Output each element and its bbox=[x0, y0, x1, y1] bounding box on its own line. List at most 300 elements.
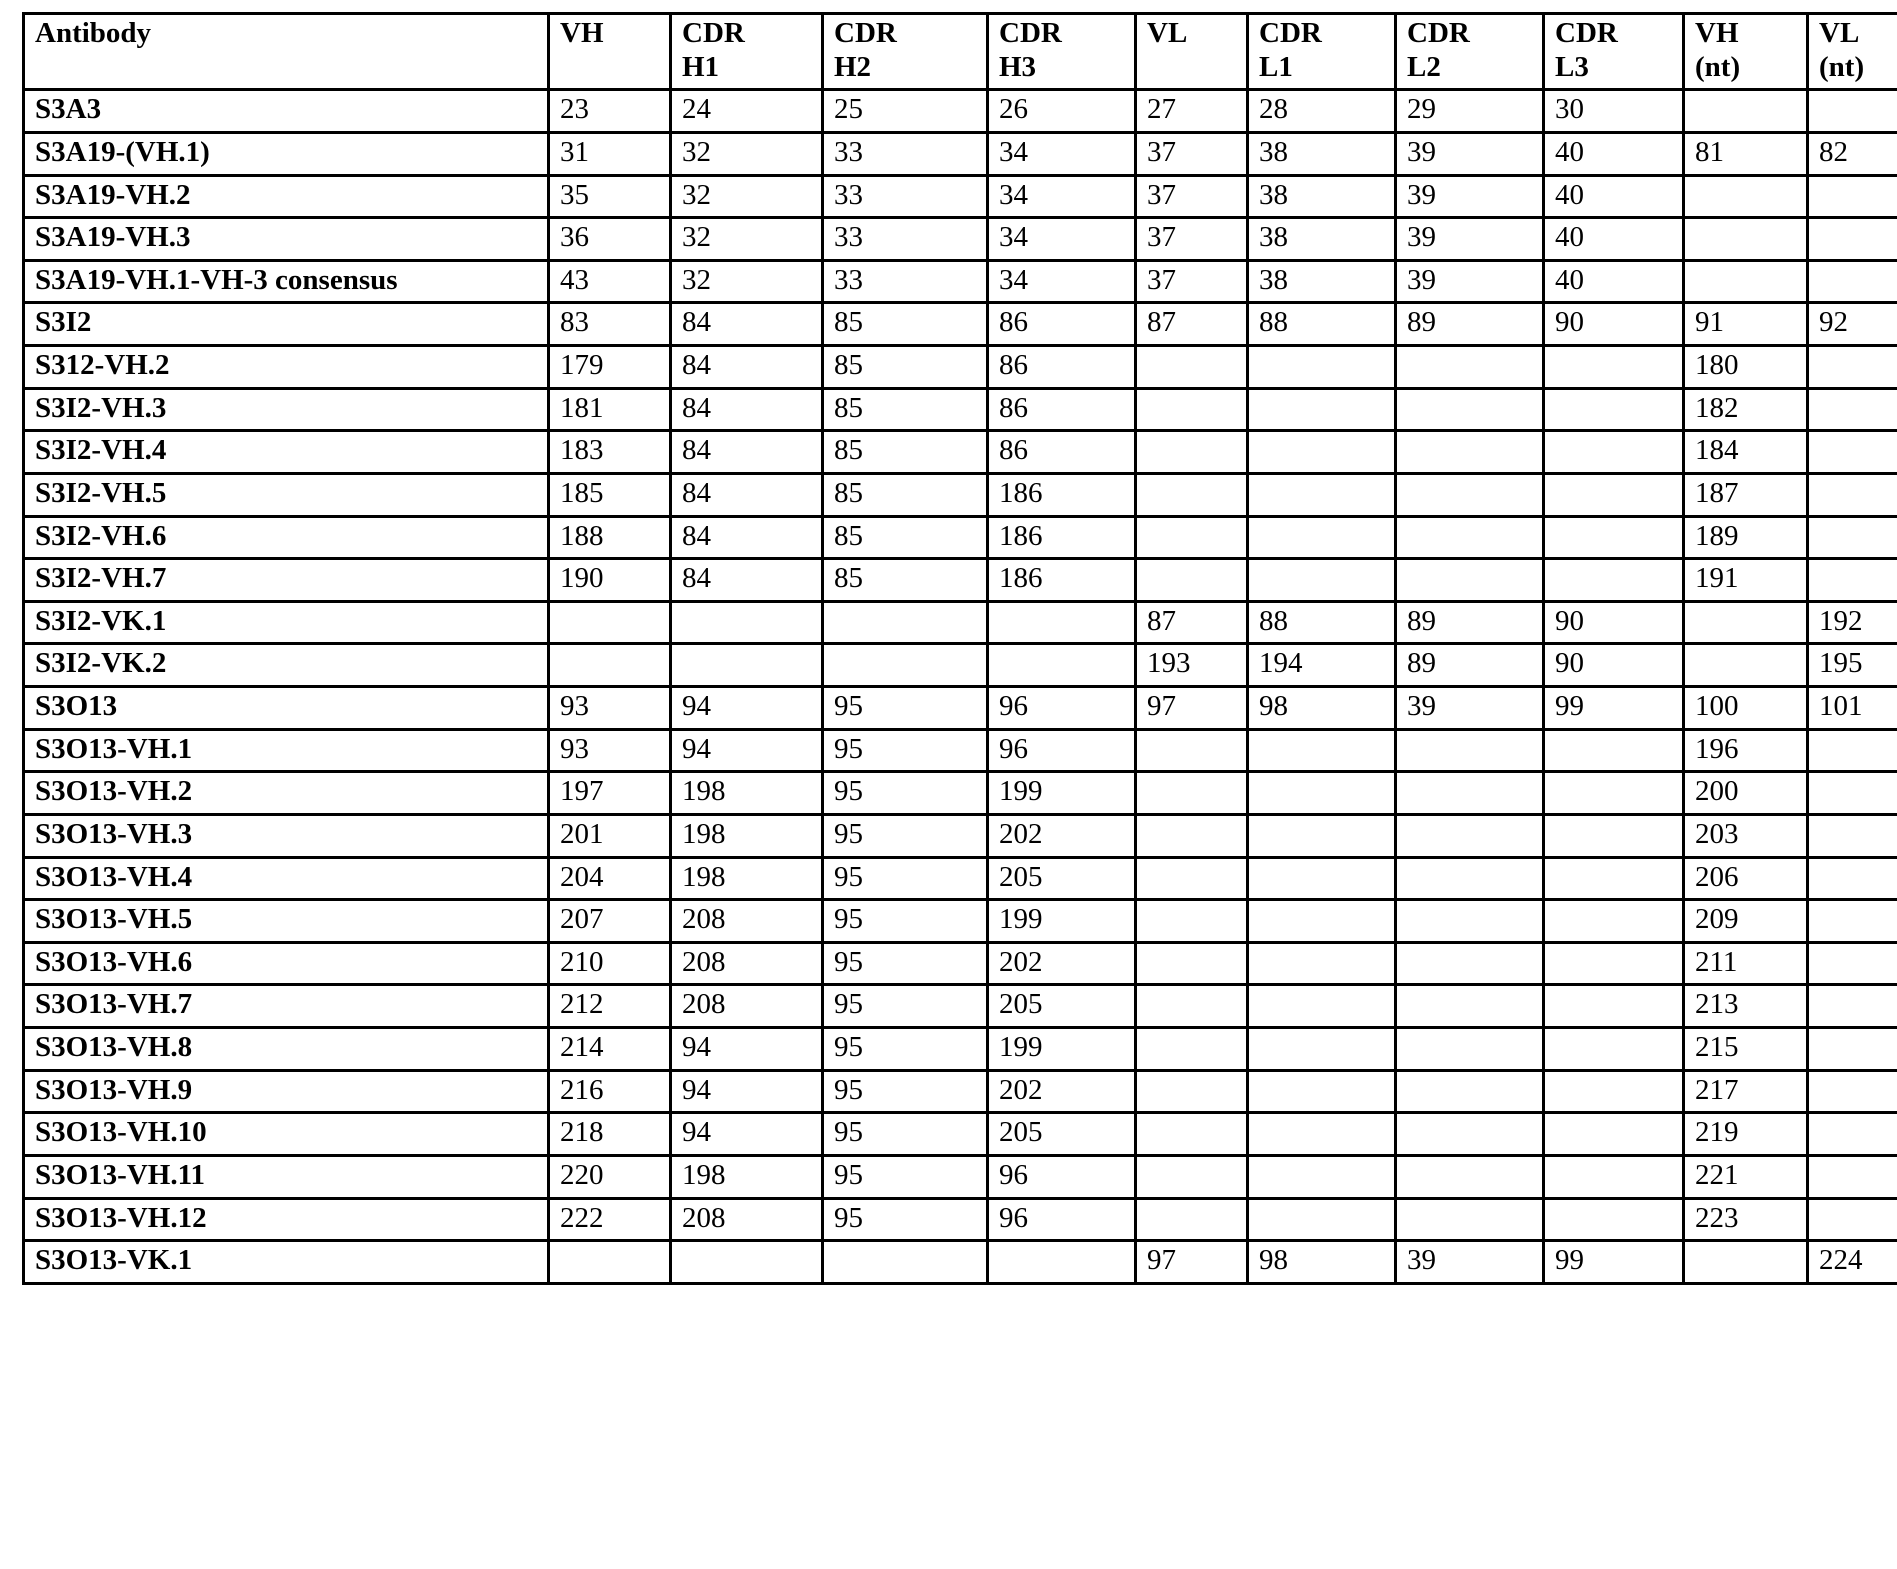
seq-id-cell-vh: 36 bbox=[549, 218, 671, 261]
seq-id-cell-vlnt bbox=[1808, 772, 1897, 815]
seq-id-cell-vlnt bbox=[1808, 900, 1897, 943]
seq-id-cell-vlnt: 101 bbox=[1808, 687, 1897, 730]
seq-id-cell-cdrl2 bbox=[1396, 1070, 1544, 1113]
seq-id-cell-vl: 97 bbox=[1136, 687, 1248, 730]
seq-id-cell-cdrh1: 94 bbox=[671, 1113, 823, 1156]
seq-id-cell-vhnt bbox=[1684, 644, 1808, 687]
column-header-line1: CDR bbox=[999, 17, 1062, 49]
seq-id-cell-cdrl2: 39 bbox=[1396, 218, 1544, 261]
seq-id-cell-vhnt: 215 bbox=[1684, 1028, 1808, 1071]
table-row bbox=[24, 175, 1897, 218]
seq-id-cell-vh: 214 bbox=[549, 1028, 671, 1071]
seq-id-cell-cdrl1 bbox=[1248, 814, 1396, 857]
seq-id-cell-cdrh2: 85 bbox=[823, 303, 988, 346]
seq-id-cell-cdrl3 bbox=[1544, 900, 1684, 943]
seq-id-cell-vhnt: 217 bbox=[1684, 1070, 1808, 1113]
seq-id-cell-cdrl2 bbox=[1396, 559, 1544, 602]
seq-id-cell-cdrl1 bbox=[1248, 1070, 1396, 1113]
seq-id-cell-cdrl2 bbox=[1396, 1113, 1544, 1156]
seq-id-cell-cdrl1 bbox=[1248, 473, 1396, 516]
seq-id-cell-cdrh1: 94 bbox=[671, 729, 823, 772]
seq-id-cell-vlnt: 192 bbox=[1808, 601, 1897, 644]
column-header-line2: L1 bbox=[1259, 50, 1293, 83]
seq-id-cell-cdrh2: 33 bbox=[823, 218, 988, 261]
seq-id-cell-cdrh1: 198 bbox=[671, 814, 823, 857]
seq-id-cell-cdrl1: 38 bbox=[1248, 260, 1396, 303]
seq-id-cell-cdrh1: 32 bbox=[671, 175, 823, 218]
seq-id-cell-cdrh3: 96 bbox=[988, 729, 1136, 772]
seq-id-cell-cdrh1: 198 bbox=[671, 772, 823, 815]
seq-id-cell-cdrl2 bbox=[1396, 772, 1544, 815]
table-row bbox=[24, 644, 1897, 687]
seq-id-cell-cdrh3: 205 bbox=[988, 857, 1136, 900]
antibody-name-cell: S3O13-VH.3 bbox=[24, 814, 549, 857]
seq-id-cell-cdrl3: 30 bbox=[1544, 90, 1684, 133]
seq-id-cell-vh: 188 bbox=[549, 516, 671, 559]
column-header-line2: L2 bbox=[1407, 50, 1441, 83]
seq-id-cell-cdrl2 bbox=[1396, 985, 1544, 1028]
seq-id-cell-cdrh2: 95 bbox=[823, 1198, 988, 1241]
seq-id-cell-vh: 216 bbox=[549, 1070, 671, 1113]
seq-id-cell-cdrl1 bbox=[1248, 1198, 1396, 1241]
seq-id-cell-vh: 222 bbox=[549, 1198, 671, 1241]
seq-id-cell-cdrh2: 85 bbox=[823, 516, 988, 559]
table-row bbox=[24, 772, 1897, 815]
seq-id-cell-cdrl3 bbox=[1544, 857, 1684, 900]
table-row bbox=[24, 431, 1897, 474]
seq-id-cell-cdrh3 bbox=[988, 1241, 1136, 1284]
table-row bbox=[24, 601, 1897, 644]
seq-id-cell-vhnt: 206 bbox=[1684, 857, 1808, 900]
seq-id-cell-vlnt bbox=[1808, 431, 1897, 474]
seq-id-cell-cdrh1: 208 bbox=[671, 1198, 823, 1241]
seq-id-cell-cdrh3 bbox=[988, 644, 1136, 687]
seq-id-cell-cdrl3 bbox=[1544, 346, 1684, 389]
antibody-name-cell: S3O13-VH.5 bbox=[24, 900, 549, 943]
seq-id-cell-cdrl3 bbox=[1544, 729, 1684, 772]
seq-id-cell-vh: 31 bbox=[549, 132, 671, 175]
seq-id-cell-vlnt bbox=[1808, 1028, 1897, 1071]
antibody-name-cell: S3O13 bbox=[24, 687, 549, 730]
seq-id-cell-cdrl1: 88 bbox=[1248, 303, 1396, 346]
seq-id-cell-vl bbox=[1136, 346, 1248, 389]
seq-id-cell-vl bbox=[1136, 1028, 1248, 1071]
seq-id-cell-cdrl2 bbox=[1396, 942, 1544, 985]
seq-id-cell-vh: 23 bbox=[549, 90, 671, 133]
seq-id-cell-vlnt bbox=[1808, 729, 1897, 772]
seq-id-cell-cdrh3: 96 bbox=[988, 1198, 1136, 1241]
seq-id-cell-cdrl2 bbox=[1396, 814, 1544, 857]
seq-id-cell-cdrh3: 186 bbox=[988, 473, 1136, 516]
column-header-line1: VH bbox=[560, 17, 604, 49]
seq-id-cell-cdrl1 bbox=[1248, 729, 1396, 772]
seq-id-cell-cdrh2: 95 bbox=[823, 687, 988, 730]
seq-id-cell-cdrl3 bbox=[1544, 1113, 1684, 1156]
seq-id-cell-cdrl1: 38 bbox=[1248, 218, 1396, 261]
seq-id-cell-vh: 204 bbox=[549, 857, 671, 900]
seq-id-cell-cdrh1: 208 bbox=[671, 942, 823, 985]
seq-id-cell-cdrl1 bbox=[1248, 1113, 1396, 1156]
seq-id-cell-cdrl1 bbox=[1248, 985, 1396, 1028]
seq-id-cell-cdrh2: 85 bbox=[823, 473, 988, 516]
seq-id-cell-cdrh1: 32 bbox=[671, 260, 823, 303]
seq-id-cell-cdrh2: 95 bbox=[823, 1028, 988, 1071]
seq-id-cell-vhnt: 219 bbox=[1684, 1113, 1808, 1156]
seq-id-cell-cdrl3 bbox=[1544, 1198, 1684, 1241]
column-header-cdr-l1 bbox=[1248, 14, 1396, 90]
seq-id-cell-vlnt bbox=[1808, 346, 1897, 389]
antibody-name-cell: S3O13-VK.1 bbox=[24, 1241, 549, 1284]
seq-id-cell-vl bbox=[1136, 559, 1248, 602]
seq-id-cell-cdrl3 bbox=[1544, 1070, 1684, 1113]
seq-id-cell-vh bbox=[549, 644, 671, 687]
seq-id-cell-vhnt: 211 bbox=[1684, 942, 1808, 985]
column-header-line1: CDR bbox=[1555, 17, 1618, 49]
seq-id-cell-vl bbox=[1136, 516, 1248, 559]
antibody-name-cell: S3O13-VH.6 bbox=[24, 942, 549, 985]
seq-id-cell-cdrl2 bbox=[1396, 346, 1544, 389]
antibody-name-cell: S3A19-VH.2 bbox=[24, 175, 549, 218]
seq-id-cell-cdrh1: 84 bbox=[671, 303, 823, 346]
column-header-line1: VL bbox=[1819, 17, 1860, 49]
antibody-name-cell: S3O13-VH.10 bbox=[24, 1113, 549, 1156]
seq-id-cell-cdrh2 bbox=[823, 601, 988, 644]
table-row bbox=[24, 729, 1897, 772]
seq-id-cell-vl bbox=[1136, 473, 1248, 516]
table-body bbox=[24, 90, 1897, 1284]
seq-id-cell-vh: 207 bbox=[549, 900, 671, 943]
antibody-name-cell: S3O13-VH.12 bbox=[24, 1198, 549, 1241]
seq-id-cell-cdrl3: 90 bbox=[1544, 303, 1684, 346]
table-row bbox=[24, 218, 1897, 261]
seq-id-cell-cdrh3: 202 bbox=[988, 814, 1136, 857]
seq-id-cell-vh: 43 bbox=[549, 260, 671, 303]
seq-id-cell-vhnt: 189 bbox=[1684, 516, 1808, 559]
seq-id-cell-vh: 93 bbox=[549, 687, 671, 730]
table-header-row bbox=[24, 14, 1897, 90]
column-header-vl bbox=[1136, 14, 1248, 90]
seq-id-cell-vl bbox=[1136, 857, 1248, 900]
seq-id-cell-cdrl3 bbox=[1544, 985, 1684, 1028]
seq-id-cell-cdrh3: 34 bbox=[988, 175, 1136, 218]
seq-id-cell-cdrh3: 205 bbox=[988, 1113, 1136, 1156]
seq-id-cell-cdrh3: 199 bbox=[988, 1028, 1136, 1071]
seq-id-cell-cdrh1: 94 bbox=[671, 1070, 823, 1113]
seq-id-cell-cdrl2 bbox=[1396, 1028, 1544, 1071]
seq-id-cell-vh: 83 bbox=[549, 303, 671, 346]
seq-id-cell-cdrh3: 86 bbox=[988, 388, 1136, 431]
seq-id-cell-cdrl2 bbox=[1396, 729, 1544, 772]
seq-id-cell-vhnt: 200 bbox=[1684, 772, 1808, 815]
seq-id-cell-cdrl2 bbox=[1396, 1155, 1544, 1198]
seq-id-cell-cdrl1 bbox=[1248, 857, 1396, 900]
seq-id-cell-cdrh3: 186 bbox=[988, 559, 1136, 602]
seq-id-cell-cdrh1: 198 bbox=[671, 1155, 823, 1198]
seq-id-cell-cdrh3: 34 bbox=[988, 218, 1136, 261]
seq-id-cell-cdrh2: 95 bbox=[823, 857, 988, 900]
column-header-line1: CDR bbox=[1407, 17, 1470, 49]
column-header-vh bbox=[549, 14, 671, 90]
seq-id-cell-cdrh1: 84 bbox=[671, 516, 823, 559]
seq-id-cell-vh bbox=[549, 601, 671, 644]
table-row bbox=[24, 388, 1897, 431]
antibody-name-cell: S3O13-VH.1 bbox=[24, 729, 549, 772]
seq-id-cell-vhnt: 196 bbox=[1684, 729, 1808, 772]
seq-id-cell-vlnt bbox=[1808, 814, 1897, 857]
seq-id-cell-cdrh2: 95 bbox=[823, 1070, 988, 1113]
seq-id-cell-cdrl3 bbox=[1544, 942, 1684, 985]
seq-id-cell-vh: 183 bbox=[549, 431, 671, 474]
antibody-name-cell: S3O13-VH.4 bbox=[24, 857, 549, 900]
seq-id-cell-cdrl3 bbox=[1544, 388, 1684, 431]
seq-id-cell-vlnt bbox=[1808, 1198, 1897, 1241]
seq-id-cell-vhnt: 100 bbox=[1684, 687, 1808, 730]
antibody-name-cell: S3I2-VK.2 bbox=[24, 644, 549, 687]
seq-id-cell-vlnt bbox=[1808, 388, 1897, 431]
seq-id-cell-cdrl2: 89 bbox=[1396, 303, 1544, 346]
seq-id-cell-cdrl3 bbox=[1544, 814, 1684, 857]
seq-id-cell-cdrl3 bbox=[1544, 431, 1684, 474]
seq-id-cell-cdrl3 bbox=[1544, 1028, 1684, 1071]
table-row bbox=[24, 985, 1897, 1028]
seq-id-cell-cdrh3 bbox=[988, 601, 1136, 644]
antibody-name-cell: S312-VH.2 bbox=[24, 346, 549, 389]
seq-id-cell-cdrl3 bbox=[1544, 1155, 1684, 1198]
seq-id-cell-vlnt bbox=[1808, 942, 1897, 985]
seq-id-cell-cdrh2: 95 bbox=[823, 942, 988, 985]
seq-id-cell-vh: 179 bbox=[549, 346, 671, 389]
column-header-line1: VH bbox=[1695, 17, 1739, 49]
seq-id-cell-cdrh2: 95 bbox=[823, 814, 988, 857]
seq-id-cell-vh: 190 bbox=[549, 559, 671, 602]
seq-id-cell-vhnt bbox=[1684, 1241, 1808, 1284]
seq-id-cell-cdrh1: 32 bbox=[671, 218, 823, 261]
seq-id-cell-vlnt bbox=[1808, 1155, 1897, 1198]
seq-id-cell-cdrl2: 39 bbox=[1396, 132, 1544, 175]
seq-id-cell-vhnt: 221 bbox=[1684, 1155, 1808, 1198]
seq-id-cell-vh: 181 bbox=[549, 388, 671, 431]
table-row bbox=[24, 687, 1897, 730]
seq-id-cell-cdrh2: 95 bbox=[823, 729, 988, 772]
seq-id-cell-vhnt: 182 bbox=[1684, 388, 1808, 431]
seq-id-cell-cdrh3: 202 bbox=[988, 942, 1136, 985]
antibody-name-cell: S3I2-VH.7 bbox=[24, 559, 549, 602]
seq-id-cell-cdrh2 bbox=[823, 644, 988, 687]
seq-id-cell-cdrl1: 194 bbox=[1248, 644, 1396, 687]
seq-id-cell-cdrl3 bbox=[1544, 772, 1684, 815]
table-row bbox=[24, 1113, 1897, 1156]
seq-id-cell-cdrh3: 205 bbox=[988, 985, 1136, 1028]
column-header-line2: H2 bbox=[834, 50, 872, 83]
seq-id-cell-vhnt: 91 bbox=[1684, 303, 1808, 346]
column-header-line2: H1 bbox=[682, 50, 720, 83]
seq-id-cell-vl bbox=[1136, 772, 1248, 815]
column-header-cdr-h1 bbox=[671, 14, 823, 90]
seq-id-cell-cdrl2 bbox=[1396, 473, 1544, 516]
seq-id-cell-cdrl2: 89 bbox=[1396, 644, 1544, 687]
seq-id-cell-cdrh2: 33 bbox=[823, 132, 988, 175]
seq-id-cell-vlnt bbox=[1808, 90, 1897, 133]
seq-id-cell-vhnt: 81 bbox=[1684, 132, 1808, 175]
column-header-line1: VL bbox=[1147, 17, 1188, 49]
seq-id-cell-vlnt bbox=[1808, 1070, 1897, 1113]
seq-id-cell-vh bbox=[549, 1241, 671, 1284]
seq-id-cell-vhnt: 209 bbox=[1684, 900, 1808, 943]
antibody-name-cell: S3O13-VH.11 bbox=[24, 1155, 549, 1198]
seq-id-cell-cdrl2: 39 bbox=[1396, 1241, 1544, 1284]
table-row bbox=[24, 1241, 1897, 1284]
seq-id-cell-vl bbox=[1136, 814, 1248, 857]
seq-id-cell-cdrh1: 24 bbox=[671, 90, 823, 133]
seq-id-cell-vh: 218 bbox=[549, 1113, 671, 1156]
seq-id-cell-cdrh1 bbox=[671, 601, 823, 644]
column-header-cdr-l3 bbox=[1544, 14, 1684, 90]
seq-id-cell-vl: 37 bbox=[1136, 132, 1248, 175]
table-row bbox=[24, 1028, 1897, 1071]
table-row bbox=[24, 900, 1897, 943]
seq-id-cell-vhnt bbox=[1684, 175, 1808, 218]
seq-id-cell-vlnt bbox=[1808, 218, 1897, 261]
seq-id-cell-cdrl1 bbox=[1248, 942, 1396, 985]
seq-id-cell-vlnt bbox=[1808, 516, 1897, 559]
table-row bbox=[24, 814, 1897, 857]
seq-id-cell-vl: 97 bbox=[1136, 1241, 1248, 1284]
seq-id-cell-cdrh3: 86 bbox=[988, 346, 1136, 389]
seq-id-cell-vhnt: 180 bbox=[1684, 346, 1808, 389]
seq-id-cell-vlnt bbox=[1808, 260, 1897, 303]
seq-id-cell-cdrl2 bbox=[1396, 516, 1544, 559]
column-header-antibody bbox=[24, 14, 549, 90]
seq-id-cell-vhnt: 187 bbox=[1684, 473, 1808, 516]
antibody-name-cell: S3O13-VH.2 bbox=[24, 772, 549, 815]
seq-id-cell-cdrh3: 199 bbox=[988, 772, 1136, 815]
seq-id-cell-cdrh3: 34 bbox=[988, 132, 1136, 175]
seq-id-cell-cdrh2: 33 bbox=[823, 260, 988, 303]
seq-id-cell-cdrl3 bbox=[1544, 473, 1684, 516]
seq-id-cell-cdrh3: 96 bbox=[988, 687, 1136, 730]
seq-id-cell-vl bbox=[1136, 1070, 1248, 1113]
seq-id-cell-cdrh1: 84 bbox=[671, 559, 823, 602]
table-row bbox=[24, 1070, 1897, 1113]
seq-id-cell-vh: 185 bbox=[549, 473, 671, 516]
seq-id-cell-vl: 193 bbox=[1136, 644, 1248, 687]
column-header-cdr-h2 bbox=[823, 14, 988, 90]
antibody-sequence-table bbox=[22, 12, 1897, 1285]
seq-id-cell-cdrh2: 95 bbox=[823, 985, 988, 1028]
seq-id-cell-vlnt bbox=[1808, 473, 1897, 516]
seq-id-cell-cdrh2: 33 bbox=[823, 175, 988, 218]
seq-id-cell-cdrl2: 39 bbox=[1396, 175, 1544, 218]
seq-id-cell-cdrh2: 95 bbox=[823, 900, 988, 943]
column-header-line1: Antibody bbox=[35, 17, 152, 49]
seq-id-cell-vlnt bbox=[1808, 1113, 1897, 1156]
seq-id-cell-cdrh2: 25 bbox=[823, 90, 988, 133]
antibody-name-cell: S3I2-VK.1 bbox=[24, 601, 549, 644]
antibody-name-cell: S3O13-VH.8 bbox=[24, 1028, 549, 1071]
seq-id-cell-cdrh1: 198 bbox=[671, 857, 823, 900]
seq-id-cell-cdrl2: 29 bbox=[1396, 90, 1544, 133]
antibody-name-cell: S3A19-VH.1-VH-3 consensus bbox=[24, 260, 549, 303]
seq-id-cell-cdrl2 bbox=[1396, 388, 1544, 431]
column-header-line1: CDR bbox=[1259, 17, 1322, 49]
seq-id-cell-cdrh2: 95 bbox=[823, 1155, 988, 1198]
seq-id-cell-cdrh2 bbox=[823, 1241, 988, 1284]
seq-id-cell-cdrh3: 202 bbox=[988, 1070, 1136, 1113]
table-row bbox=[24, 260, 1897, 303]
seq-id-cell-cdrh3: 86 bbox=[988, 303, 1136, 346]
seq-id-cell-cdrl3: 40 bbox=[1544, 132, 1684, 175]
table-row bbox=[24, 473, 1897, 516]
seq-id-cell-cdrl3: 40 bbox=[1544, 260, 1684, 303]
seq-id-cell-vl: 37 bbox=[1136, 175, 1248, 218]
seq-id-cell-vlnt: 195 bbox=[1808, 644, 1897, 687]
table-row bbox=[24, 559, 1897, 602]
seq-id-cell-cdrl1 bbox=[1248, 388, 1396, 431]
column-header-line2: H3 bbox=[999, 50, 1037, 83]
seq-id-cell-cdrh2: 95 bbox=[823, 1113, 988, 1156]
seq-id-cell-cdrh1 bbox=[671, 1241, 823, 1284]
seq-id-cell-vhnt bbox=[1684, 218, 1808, 261]
seq-id-cell-cdrh3: 26 bbox=[988, 90, 1136, 133]
seq-id-cell-vhnt bbox=[1684, 601, 1808, 644]
seq-id-cell-cdrl1: 28 bbox=[1248, 90, 1396, 133]
table-row bbox=[24, 857, 1897, 900]
column-header-line2: (nt) bbox=[1695, 50, 1741, 83]
seq-id-cell-cdrl1 bbox=[1248, 559, 1396, 602]
column-header-vh-nt bbox=[1684, 14, 1808, 90]
table-row bbox=[24, 90, 1897, 133]
seq-id-cell-cdrh1: 94 bbox=[671, 1028, 823, 1071]
seq-id-cell-cdrl1 bbox=[1248, 1028, 1396, 1071]
column-header-vl-nt bbox=[1808, 14, 1897, 90]
seq-id-cell-vlnt bbox=[1808, 857, 1897, 900]
antibody-name-cell: S3O13-VH.9 bbox=[24, 1070, 549, 1113]
seq-id-cell-cdrl3 bbox=[1544, 516, 1684, 559]
column-header-line2: L3 bbox=[1555, 50, 1589, 83]
seq-id-cell-vhnt: 203 bbox=[1684, 814, 1808, 857]
seq-id-cell-cdrh2: 85 bbox=[823, 431, 988, 474]
seq-id-cell-vl bbox=[1136, 942, 1248, 985]
table-row bbox=[24, 346, 1897, 389]
seq-id-cell-vlnt bbox=[1808, 175, 1897, 218]
seq-id-cell-cdrl2: 39 bbox=[1396, 687, 1544, 730]
seq-id-cell-vl: 87 bbox=[1136, 601, 1248, 644]
seq-id-cell-vh: 210 bbox=[549, 942, 671, 985]
seq-id-cell-cdrh3: 86 bbox=[988, 431, 1136, 474]
seq-id-cell-cdrh1: 84 bbox=[671, 388, 823, 431]
seq-id-cell-cdrl1 bbox=[1248, 346, 1396, 389]
seq-id-cell-vhnt: 213 bbox=[1684, 985, 1808, 1028]
seq-id-cell-cdrh1: 208 bbox=[671, 900, 823, 943]
seq-id-cell-vl bbox=[1136, 431, 1248, 474]
column-header-line1: CDR bbox=[834, 17, 897, 49]
antibody-name-cell: S3I2-VH.3 bbox=[24, 388, 549, 431]
seq-id-cell-vlnt bbox=[1808, 559, 1897, 602]
seq-id-cell-vl: 27 bbox=[1136, 90, 1248, 133]
seq-id-cell-cdrh2: 85 bbox=[823, 559, 988, 602]
antibody-name-cell: S3I2-VH.6 bbox=[24, 516, 549, 559]
seq-id-cell-cdrh1: 84 bbox=[671, 346, 823, 389]
antibody-name-cell: S3I2 bbox=[24, 303, 549, 346]
seq-id-cell-vl bbox=[1136, 1155, 1248, 1198]
seq-id-cell-cdrl1: 38 bbox=[1248, 175, 1396, 218]
seq-id-cell-vlnt: 92 bbox=[1808, 303, 1897, 346]
seq-id-cell-cdrl1 bbox=[1248, 431, 1396, 474]
seq-id-cell-cdrh1: 84 bbox=[671, 473, 823, 516]
seq-id-cell-cdrl2: 39 bbox=[1396, 260, 1544, 303]
table-row bbox=[24, 303, 1897, 346]
table-row bbox=[24, 1155, 1897, 1198]
